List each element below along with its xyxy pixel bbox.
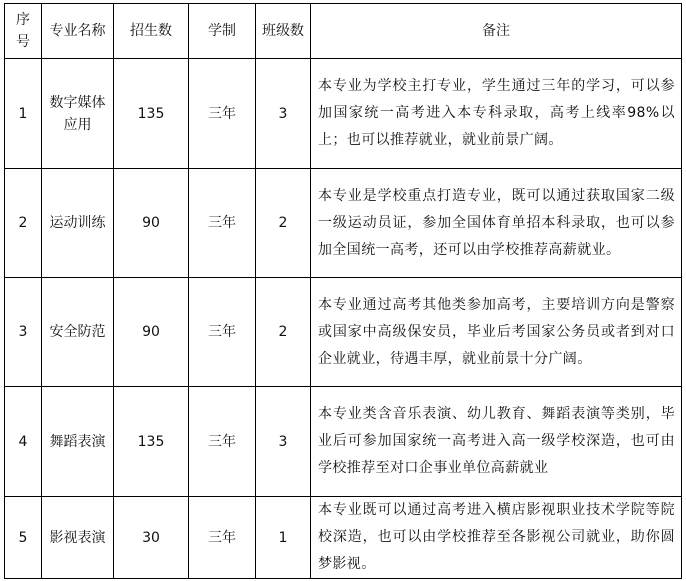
cell-enrollment: 90 xyxy=(114,169,189,278)
cell-seq: 3 xyxy=(5,278,42,387)
cell-major: 影视表演 xyxy=(42,497,114,579)
cell-enrollment: 90 xyxy=(114,278,189,387)
header-notes: 备注 xyxy=(311,4,682,59)
cell-major: 舞蹈表演 xyxy=(42,387,114,497)
cell-notes: 本专业类含音乐表演、幼儿教育、舞蹈表演等类别，毕业后可参加国家统一高考进入高一级学校深造，也可由学校推荐至对口企事业单位高薪就业 xyxy=(311,387,682,497)
majors-table xyxy=(4,3,682,579)
header-seq: 序号 xyxy=(5,4,42,59)
header-duration: 学制 xyxy=(189,4,256,59)
cell-classes: 2 xyxy=(256,169,311,278)
cell-duration: 三年 xyxy=(189,278,256,387)
cell-enrollment: 135 xyxy=(114,387,189,497)
cell-classes: 2 xyxy=(256,278,311,387)
header-major: 专业名称 xyxy=(42,4,114,59)
cell-notes: 本专业既可以通过高考进入横店影视职业技术学院等院校深造，也可以由学校推荐至各影视公司就业，助你圆梦影视。 xyxy=(311,497,682,579)
cell-seq: 4 xyxy=(5,387,42,497)
cell-seq: 5 xyxy=(5,497,42,579)
cell-major: 数字媒体应用 xyxy=(42,59,114,169)
cell-enrollment: 30 xyxy=(114,497,189,579)
cell-notes: 本专业是学校重点打造专业，既可以通过获取国家二级一级运动员证，参加全国体育单招本科录取，也可以参加全国统一高考，还可以由学校推荐高薪就业。 xyxy=(311,169,682,278)
cell-classes: 3 xyxy=(256,387,311,497)
table-row xyxy=(5,497,682,579)
cell-classes: 1 xyxy=(256,497,311,579)
cell-duration: 三年 xyxy=(189,387,256,497)
cell-classes: 3 xyxy=(256,59,311,169)
cell-major: 安全防范 xyxy=(42,278,114,387)
header-enrollment: 招生数 xyxy=(114,4,189,59)
header-row xyxy=(5,4,682,59)
cell-major: 运动训练 xyxy=(42,169,114,278)
table-row xyxy=(5,169,682,278)
cell-duration: 三年 xyxy=(189,497,256,579)
cell-enrollment: 135 xyxy=(114,59,189,169)
cell-notes: 本专业通过高考其他类参加高考，主要培训方向是警察或国家中高级保安员，毕业后考国家公务员或者到对口企业就业，待遇丰厚，就业前景十分广阔。 xyxy=(311,278,682,387)
cell-duration: 三年 xyxy=(189,59,256,169)
header-classes: 班级数 xyxy=(256,4,311,59)
table-row xyxy=(5,387,682,497)
table-row xyxy=(5,278,682,387)
cell-seq: 1 xyxy=(5,59,42,169)
cell-duration: 三年 xyxy=(189,169,256,278)
cell-seq: 2 xyxy=(5,169,42,278)
cell-notes: 本专业为学校主打专业，学生通过三年的学习，可以参加国家统一高考进入本专科录取，高考上线率98%以上；也可以推荐就业，就业前景广阔。 xyxy=(311,59,682,169)
table-row xyxy=(5,59,682,169)
